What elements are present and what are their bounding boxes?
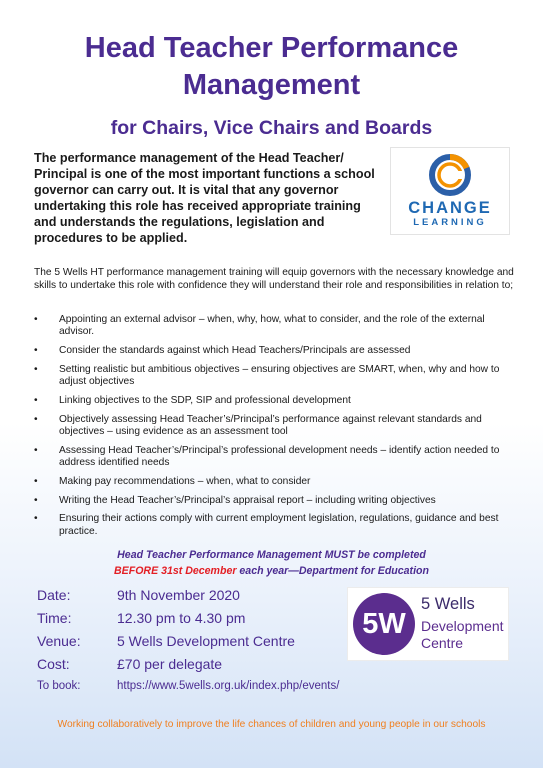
5-wells-line-development: Development xyxy=(421,618,504,634)
mandate-line-1: Head Teacher Performance Management MUST be completed xyxy=(117,549,426,561)
page-subtitle: for Chairs, Vice Chairs and Boards xyxy=(110,117,433,139)
list-item xyxy=(34,513,518,538)
bullet-icon: • xyxy=(34,475,38,487)
list-item xyxy=(34,414,518,439)
deadline-text: BEFORE 31st December xyxy=(114,565,237,577)
bullet-icon: • xyxy=(34,345,38,357)
list-item xyxy=(34,395,518,407)
bullet-icon: • xyxy=(34,363,38,375)
time-label: Time: xyxy=(37,610,72,626)
5-wells-subname xyxy=(421,618,504,652)
date-label: Date: xyxy=(37,587,71,603)
booking-link[interactable]: https://www.5wells.org.uk/index.php/events/ xyxy=(117,680,340,692)
list-item-text: Linking objectives to the SDP, SIP and professional development xyxy=(59,394,351,406)
list-item-text: Appointing an external advisor – when, why, how, what to consider, and the role of the external advisor. xyxy=(59,314,485,338)
list-item xyxy=(34,345,518,357)
change-logo-word: CHANGE xyxy=(408,199,492,217)
venue-value: 5 Wells Development Centre xyxy=(117,633,295,649)
topic-list xyxy=(34,314,518,544)
list-item xyxy=(34,445,518,470)
list-item-text: Ensuring their actions comply with current employment legislation, regulations, guidance and best practice. xyxy=(59,513,499,537)
mandate-line-2: each year—Department for Education xyxy=(236,565,429,577)
list-item-text: Consider the standards against which Head Teachers/Principals are assessed xyxy=(59,345,411,357)
learning-logo-word: LEARNING xyxy=(413,217,487,228)
booking-label: To book: xyxy=(37,680,81,692)
title-line-1: Head Teacher Performance xyxy=(84,32,459,64)
cost-value: £70 per delegate xyxy=(117,656,223,672)
list-item xyxy=(34,495,518,507)
mandate-notice xyxy=(0,547,543,579)
title-line-2: Management xyxy=(182,69,361,101)
bullet-icon: • xyxy=(34,394,38,406)
list-item xyxy=(34,314,518,339)
list-item-text: Objectively assessing Head Teacher’s/Principal’s performance against relevant standards and objectives – using evidence as an assessment tool xyxy=(59,413,482,438)
date-value: 9th November 2020 xyxy=(117,587,240,603)
list-item-text: Assessing Head Teacher’s/Principal’s professional development needs – identify action needed to address identified needs xyxy=(59,444,500,469)
page-title xyxy=(0,30,543,104)
bullet-icon: • xyxy=(34,314,38,325)
list-item xyxy=(34,476,518,488)
bullet-icon: • xyxy=(34,513,38,525)
list-item-text: Writing the Head Teacher’s/Principal’s appraisal report – including writing objectives xyxy=(59,494,436,506)
list-item-text: Making pay recommendations – when, what to consider xyxy=(59,475,311,487)
intro-paragraph: The performance management of the Head Teacher/ Principal is one of the most important functions a school governor can carry out. It is vital that any governor undertaking this role has received appropriate training and understands the regulations, legislation and procedures to be applied. xyxy=(34,151,375,245)
list-item-text: Setting realistic but ambitious objectives – ensuring objectives are SMART, when, why and how to adjust objectives xyxy=(59,363,500,388)
5-wells-line-centre: Centre xyxy=(421,635,464,651)
change-learning-logo xyxy=(390,147,510,235)
time-value: 12.30 pm to 4.30 pm xyxy=(117,610,246,626)
cost-label: Cost: xyxy=(37,656,70,672)
change-ring-icon xyxy=(427,152,473,198)
footer-tagline: Working collaboratively to improve the life chances of children and young people in our schools xyxy=(57,719,486,730)
list-item xyxy=(34,364,518,389)
5-wells-logo xyxy=(347,587,509,661)
body-paragraph: The 5 Wells HT performance management training will equip governors with the necessary knowledge and skills to undertake this role with confidence they will understand their role and responsibilities in relation to; xyxy=(34,267,514,291)
bullet-icon: • xyxy=(34,444,38,456)
venue-label: Venue: xyxy=(37,633,81,649)
5-wells-name: 5 Wells xyxy=(421,595,475,613)
bullet-icon: • xyxy=(34,413,38,425)
5w-mark-icon: 5W xyxy=(353,593,415,655)
bullet-icon: • xyxy=(34,494,38,506)
